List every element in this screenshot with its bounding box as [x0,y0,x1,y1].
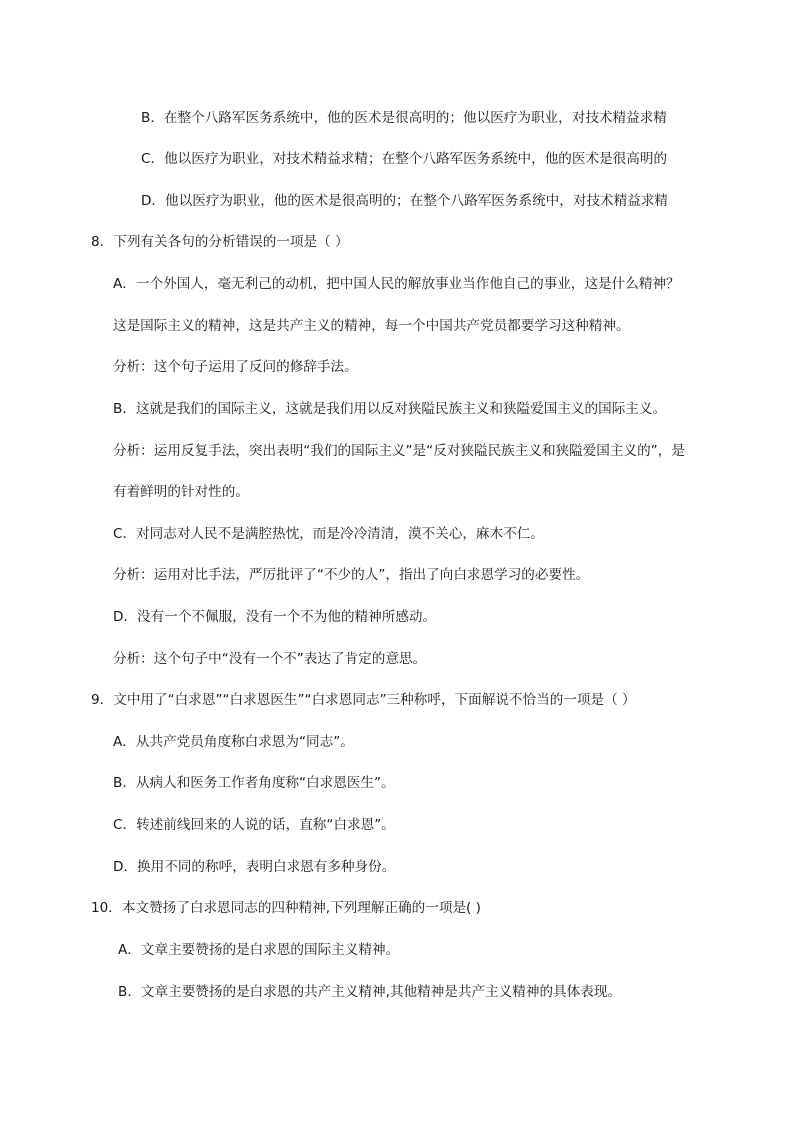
q10-option-a: A．文章主要赞扬的是白求恩的国际主义精神。 [118,942,400,958]
q8-option-a-line1: A．一个外国人，毫无利己的动机，把中国人民的解放事业当作他自己的事业，这是什么精神？ [113,276,680,292]
q8-option-c-line1: C．对同志对人民不是满腔热忱，而是冷冷清清，漠不关心，麻木不仁。 [113,526,544,542]
q8-option-c-analysis: 分析：运用对比手法，严厉批评了“不少的人”，指出了向白求恩学习的必要性。 [113,567,590,583]
q7-option-d: D．他以医疗为职业，他的医术是很高明的；在整个八路军医务系统中，对技术精益求精 [141,193,669,209]
q8-option-d-analysis: 分析：这个句子中“没有一个不”表达了肯定的意思。 [113,651,427,667]
q8-option-d-line1: D．没有一个不佩服，没有一个不为他的精神所感动。 [113,609,437,625]
q8-option-b-analysis-line2: 有着鲜明的针对性的。 [113,484,249,500]
q8-option-a-analysis: 分析：这个句子运用了反问的修辞手法。 [113,359,358,375]
q9-option-c: C．转述前线回来的人说的话，直称“白求恩”。 [113,817,395,833]
q8-option-b-line1: B．这就是我们的国际主义，这就是我们用以反对狭隘民族主义和狭隘爱国主义的国际主义。 [113,401,667,417]
q9-option-d: D．换用不同的称呼，表明白求恩有多种身份。 [113,859,396,875]
q8-stem: 8．下列有关各句的分析错误的一项是（ ） [91,234,349,250]
q8-option-a-line2: 这是国际主义的精神，这是共产主义的精神，每一个中国共产党员都要学习这种精神。 [113,318,630,334]
q9-stem: 9．文中用了“白求恩”“白求恩医生”“白求恩同志”三种称呼，下面解说不恰当的一项是（ ） [91,692,636,708]
q10-stem: 10．本文赞扬了白求恩同志的四种精神,下列理解正确的一项是( ) [91,900,481,916]
q7-option-b: B．在整个八路军医务系统中，他的医术是很高明的；他以医疗为职业，对技术精益求精 [141,110,667,126]
q10-option-b: B．文章主要赞扬的是白求恩的共产主义精神,其他精神是共产主义精神的具体表现。 [118,984,622,1000]
q8-option-b-analysis-line1: 分析：运用反复手法，突出表明“我们的国际主义”是“反对狭隘民族主义和狭隘爱国主义的”，是 [113,443,685,459]
q7-option-c: C．他以医疗为职业，对技术精益求精；在整个八路军医务系统中，他的医术是很高明的 [141,151,668,167]
q9-option-b: B．从病人和医务工作者角度称“白求恩医生”。 [113,775,395,791]
q9-option-a: A．从共产党员角度称白求恩为“同志”。 [113,734,354,750]
